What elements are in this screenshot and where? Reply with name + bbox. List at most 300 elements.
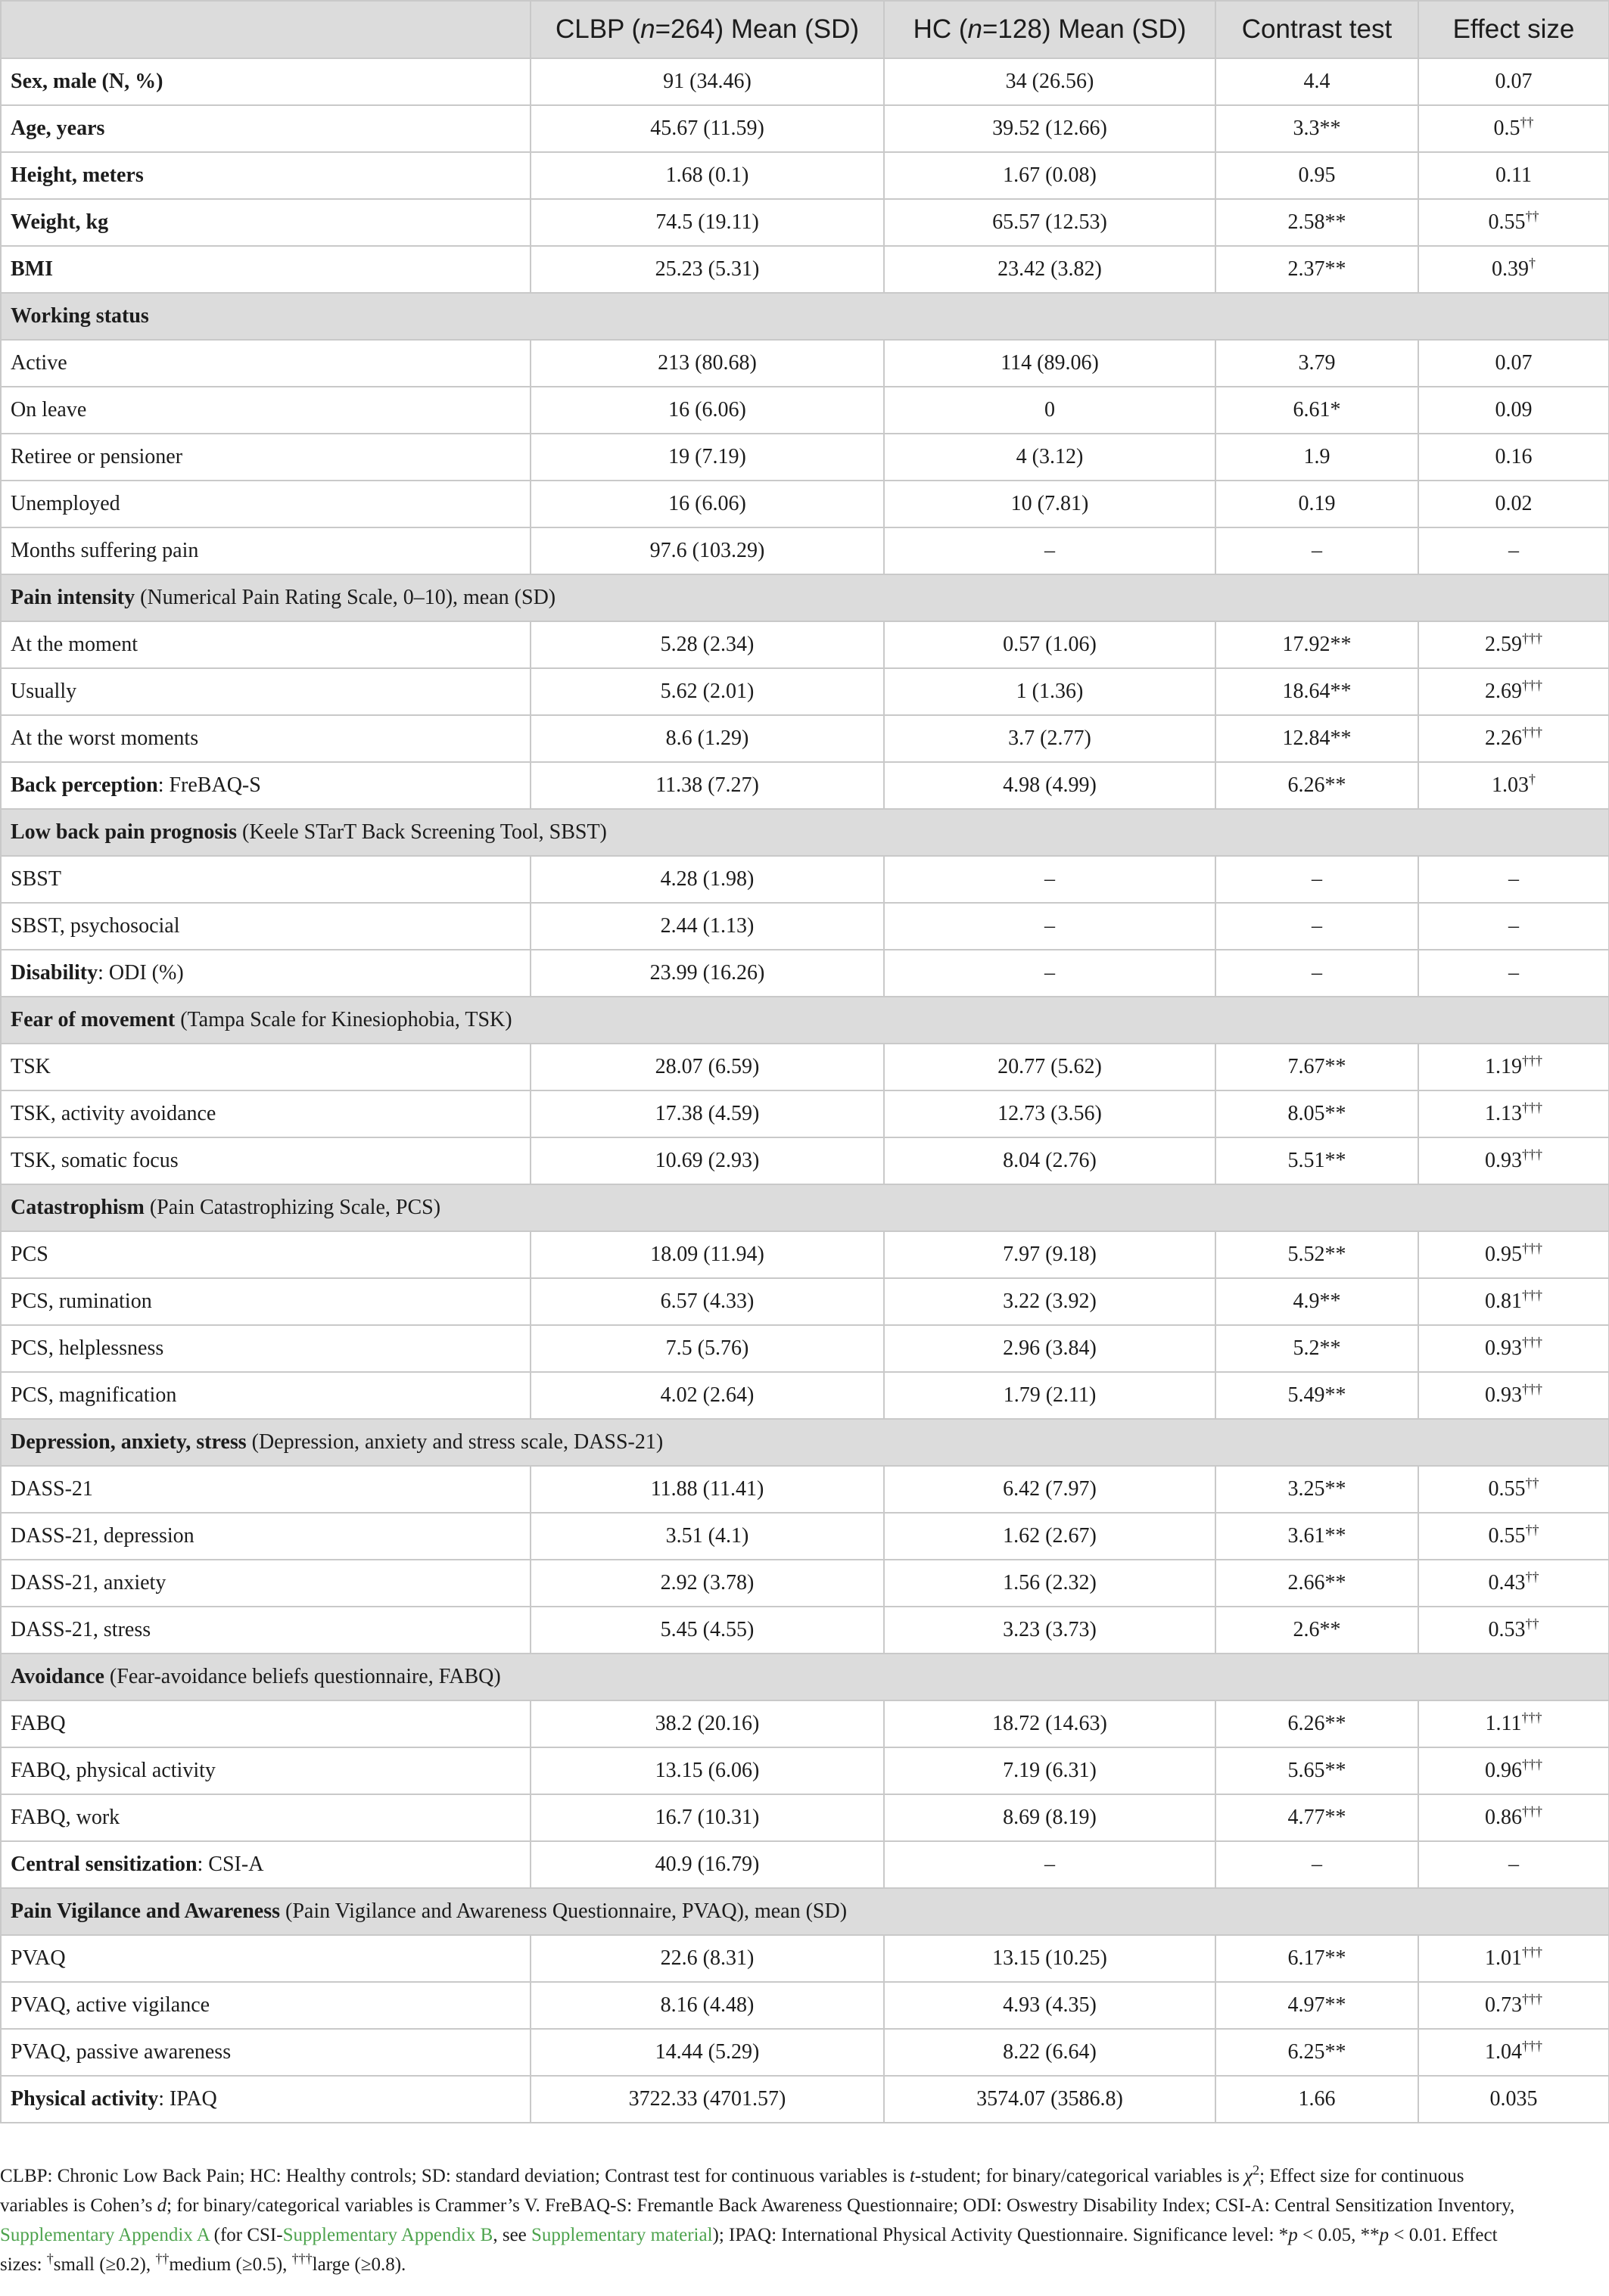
effect-size-value: 1.19 [1485,1055,1522,1078]
cell-hc: 2.96 (3.84) [884,1325,1215,1372]
cell-contrast-test: 6.17** [1215,1935,1418,1982]
table-row [1,340,1609,387]
effect-size-value: – [1508,1853,1519,1876]
section-title [1,997,1609,1044]
row-label-text: PCS, rumination [11,1290,152,1313]
row-label [1,527,531,574]
cell-clbp: 5.62 (2.01) [531,668,884,715]
cell-clbp: 91 (34.46) [531,58,884,105]
cell-effect-size [1418,1747,1609,1794]
row-label [1,903,531,950]
section-header-row [1,1654,1609,1700]
footnote-line: CLBP: Chronic Low Back Pain; HC: Healthy controls; SD: standard deviation; Contrast test for continuous variables is t-student; for binary/categorical variables is $\chi^2$; Effect size for continuous [0,2162,1464,2186]
cell-hc: – [884,903,1215,950]
effect-size-marker: ††† [1522,1053,1542,1069]
cell-effect-size [1418,527,1609,574]
cell-effect-size [1418,1513,1609,1560]
cell-effect-size [1418,1466,1609,1513]
cell-contrast-test: 6.26** [1215,1700,1418,1747]
cell-contrast-test: 4.97** [1215,1982,1418,2029]
effect-size-value: 2.59 [1485,633,1522,656]
table-row [1,1794,1609,1841]
cell-contrast-test: 3.25** [1215,1466,1418,1513]
cell-clbp: 2.92 (3.78) [531,1560,884,1607]
effect-size-value: 0.93 [1485,1383,1522,1407]
section-title-bold: Low back pain prognosis [11,820,238,844]
footnote-line: variables is Cohen’s d; for binary/categorical variables is Crammer’s V. FreBAQ-S: Fremantle Back Awareness Questionnaire; ODI: Oswestry Disability Index; CSI-A: Central Sensitization Inventory, [0,2195,1515,2216]
section-header-row [1,997,1609,1044]
cell-effect-size [1418,950,1609,997]
table-row [1,950,1609,997]
cell-hc: 12.73 (3.56) [884,1090,1215,1137]
header-cell-label [1,1,531,58]
effect-size-value: 0.86 [1485,1806,1522,1829]
cell-effect-size [1418,152,1609,199]
section-title [1,1654,1609,1700]
effect-size-marker: †† [1525,1569,1539,1585]
cell-clbp: 97.6 (103.29) [531,527,884,574]
cell-clbp: 16.7 (10.31) [531,1794,884,1841]
effect-size-value: 0.53 [1488,1618,1526,1641]
row-label-text: : IPAQ [158,2087,217,2111]
effect-size-value: 0.07 [1495,70,1533,93]
row-label [1,2029,531,2076]
cell-hc: 1.56 (2.32) [884,1560,1215,1607]
cell-hc: 1.62 (2.67) [884,1513,1215,1560]
cell-contrast-test: 6.26** [1215,762,1418,809]
table-row [1,1607,1609,1654]
section-title-detail: (Tampa Scale for Kinesiophobia, TSK) [175,1008,512,1031]
row-label-text: DASS-21, stress [11,1618,151,1641]
cell-clbp: 6.57 (4.33) [531,1278,884,1325]
cell-effect-size [1418,2029,1609,2076]
row-label [1,856,531,903]
row-label-bold: Sex, male (N, %) [11,70,163,93]
table-row [1,1747,1609,1794]
cell-clbp: 4.28 (1.98) [531,856,884,903]
effect-size-marker: ††† [1522,1803,1542,1819]
row-label [1,1466,531,1513]
effect-size-marker: ††† [1522,1944,1542,1960]
section-title-bold: Catastrophism [11,1196,145,1219]
cell-clbp: 45.67 (11.59) [531,105,884,152]
cell-clbp: 23.99 (16.26) [531,950,884,997]
header-cell-effect-size: Effect size [1418,1,1609,58]
cell-contrast-test: 3.3** [1215,105,1418,152]
row-label [1,1747,531,1794]
effect-size-value: 0.55 [1488,1477,1526,1501]
table-row [1,1090,1609,1137]
cell-effect-size [1418,1841,1609,1888]
table-row [1,762,1609,809]
cell-hc: 1 (1.36) [884,668,1215,715]
section-header-row [1,1419,1609,1466]
row-label-bold: Back perception [11,773,158,797]
cell-effect-size [1418,1044,1609,1090]
table-row [1,1278,1609,1325]
cell-contrast-test: 0.19 [1215,481,1418,527]
cell-hc: 18.72 (14.63) [884,1700,1215,1747]
cell-hc: 39.52 (12.66) [884,105,1215,152]
row-label [1,1372,531,1419]
row-label-text: DASS-21, depression [11,1524,195,1548]
cell-effect-size [1418,715,1609,762]
section-title-detail: (Numerical Pain Rating Scale, 0–10), mean (SD) [135,586,556,609]
row-label [1,1137,531,1184]
table-row [1,2029,1609,2076]
row-label-text: PVAQ [11,1946,66,1970]
row-label [1,668,531,715]
effect-size-value: 1.01 [1485,1946,1522,1970]
row-label-text: FABQ, work [11,1806,120,1829]
effect-size-marker: ††† [1522,1146,1542,1162]
cell-hc: 65.57 (12.53) [884,199,1215,246]
cell-hc: 7.19 (6.31) [884,1747,1215,1794]
cell-contrast-test: 1.9 [1215,434,1418,481]
row-label [1,762,531,809]
table-row [1,1466,1609,1513]
cell-hc: 3.22 (3.92) [884,1278,1215,1325]
cell-hc: – [884,950,1215,997]
row-label-bold: Physical activity [11,2087,159,2111]
cell-effect-size [1418,668,1609,715]
effect-size-marker: ††† [1522,724,1542,740]
cell-clbp: 1.68 (0.1) [531,152,884,199]
cell-effect-size [1418,199,1609,246]
row-label-bold: Age, years [11,117,105,140]
cell-hc: 1.67 (0.08) [884,152,1215,199]
cell-contrast-test: 0.95 [1215,152,1418,199]
effect-size-value: 0.43 [1488,1571,1526,1594]
cell-effect-size [1418,762,1609,809]
table-header-row [1,1,1609,58]
row-label-text: PCS, helplessness [11,1336,164,1360]
cell-contrast-test: 3.61** [1215,1513,1418,1560]
table-row [1,903,1609,950]
table-row [1,621,1609,668]
cell-clbp: 28.07 (6.59) [531,1044,884,1090]
footnote-line: Supplementary Appendix A (for CSI-Supplementary Appendix B, see Supplementary material); IPAQ: International Physical Activity Questionnaire. Significance level: *p < 0.05, **p < 0.01. Effect [0,2225,1498,2245]
cell-effect-size [1418,621,1609,668]
effect-size-value: 0.95 [1485,1243,1522,1266]
cell-clbp: 213 (80.68) [531,340,884,387]
effect-size-marker: †† [1525,1616,1539,1632]
section-title-detail: (Pain Vigilance and Awareness Questionnaire, PVAQ), mean (SD) [280,1899,848,1923]
cell-clbp: 2.44 (1.13) [531,903,884,950]
table-row [1,1935,1609,1982]
supplementary-appendix-a-link[interactable]: Supplementary Appendix A [0,2225,210,2245]
cell-clbp: 8.6 (1.29) [531,715,884,762]
effect-size-value: – [1508,539,1519,562]
effect-size-marker: † [1529,771,1536,787]
cell-effect-size [1418,105,1609,152]
row-label [1,621,531,668]
table-row [1,715,1609,762]
cell-contrast-test: 8.05** [1215,1090,1418,1137]
section-header-row [1,1184,1609,1231]
cell-clbp: 7.5 (5.76) [531,1325,884,1372]
section-title-detail: (Depression, anxiety and stress scale, DASS-21) [246,1430,664,1454]
supplementary-material-link[interactable]: Supplementary material [531,2225,713,2245]
row-label-text: Months suffering pain [11,539,199,562]
cell-contrast-test: 5.2** [1215,1325,1418,1372]
row-label-text: DASS-21, anxiety [11,1571,167,1594]
effect-size-value: 0.11 [1495,163,1532,187]
cell-contrast-test: 1.66 [1215,2076,1418,2123]
section-title-bold: Depression, anxiety, stress [11,1430,247,1454]
row-label-text: PVAQ, passive awareness [11,2040,232,2064]
section-title [1,574,1609,621]
effect-size-value: – [1508,961,1519,985]
row-label [1,387,531,434]
cell-clbp: 19 (7.19) [531,434,884,481]
row-label-text: FABQ [11,1712,66,1735]
cell-hc: 1.79 (2.11) [884,1372,1215,1419]
cell-hc: – [884,1841,1215,1888]
section-title [1,293,1609,340]
table-row [1,481,1609,527]
cell-clbp: 16 (6.06) [531,387,884,434]
cell-clbp: 4.02 (2.64) [531,1372,884,1419]
row-label-text: TSK [11,1055,51,1078]
table-row [1,1044,1609,1090]
row-label [1,58,531,105]
row-label-text: At the moment [11,633,138,656]
cell-hc: – [884,527,1215,574]
row-label [1,152,531,199]
cell-contrast-test: 2.58** [1215,199,1418,246]
row-label-text: Active [11,351,67,375]
row-label-text: FABQ, physical activity [11,1759,216,1782]
cell-contrast-test: 2.37** [1215,246,1418,293]
cell-clbp: 13.15 (6.06) [531,1747,884,1794]
row-label-bold: Central sensitization [11,1853,198,1876]
cell-effect-size [1418,1372,1609,1419]
row-label [1,1794,531,1841]
table-row [1,105,1609,152]
row-label [1,1700,531,1747]
row-label-bold: Height, meters [11,163,144,187]
cell-hc: 0 [884,387,1215,434]
effect-size-value: 0.93 [1485,1149,1522,1172]
row-label-text: SBST, psychosocial [11,914,180,938]
effect-size-marker: ††† [1522,1756,1542,1772]
effect-size-value: 0.55 [1488,210,1526,234]
cell-effect-size [1418,1325,1609,1372]
row-label [1,246,531,293]
cell-effect-size [1418,58,1609,105]
row-label [1,199,531,246]
table-row [1,434,1609,481]
cell-contrast-test: 5.49** [1215,1372,1418,1419]
table-row [1,152,1609,199]
row-label-text: On leave [11,398,87,422]
row-label-text: : FreBAQ-S [157,773,261,797]
row-label-bold: Weight, kg [11,210,109,234]
cell-contrast-test: 6.61* [1215,387,1418,434]
table-row [1,1841,1609,1888]
table-row [1,1513,1609,1560]
cell-clbp: 8.16 (4.48) [531,1982,884,2029]
effect-size-marker: ††† [1522,1100,1542,1115]
effect-size-marker: † [1529,255,1536,271]
cell-contrast-test: – [1215,856,1418,903]
effect-size-marker: ††† [1522,677,1542,693]
section-title-detail: (Fear-avoidance beliefs questionnaire, FABQ) [104,1665,501,1688]
cell-clbp: 40.9 (16.79) [531,1841,884,1888]
cell-contrast-test: 7.67** [1215,1044,1418,1090]
row-label-text: TSK, activity avoidance [11,1102,216,1125]
table-row [1,1982,1609,2029]
row-label-text: PCS, magnification [11,1383,177,1407]
effect-size-value: – [1508,914,1519,938]
row-label [1,1607,531,1654]
cell-hc: 20.77 (5.62) [884,1044,1215,1090]
cell-effect-size [1418,1982,1609,2029]
effect-size-value: 2.69 [1485,680,1522,703]
cell-contrast-test: – [1215,903,1418,950]
cell-effect-size [1418,1794,1609,1841]
cell-hc: 10 (7.81) [884,481,1215,527]
row-label-text: TSK, somatic focus [11,1149,179,1172]
table-row [1,387,1609,434]
row-label [1,481,531,527]
effect-size-value: 0.035 [1489,2087,1538,2111]
cell-contrast-test: 2.66** [1215,1560,1418,1607]
section-header-row [1,574,1609,621]
table-row [1,1700,1609,1747]
effect-size-value: 0.39 [1492,257,1529,281]
row-label-bold: BMI [11,257,53,281]
table-row [1,1137,1609,1184]
effect-size-value: 0.73 [1485,1993,1522,2017]
section-title [1,1184,1609,1231]
effect-size-value: 0.81 [1485,1290,1522,1313]
cell-contrast-test: 2.6** [1215,1607,1418,1654]
cell-contrast-test: 12.84** [1215,715,1418,762]
cell-clbp: 11.38 (7.27) [531,762,884,809]
row-label [1,1513,531,1560]
table-row [1,1560,1609,1607]
cell-clbp: 22.6 (8.31) [531,1935,884,1982]
row-label-bold: Disability [11,961,98,985]
effect-size-marker: ††† [1522,1287,1542,1303]
cell-contrast-test: – [1215,1841,1418,1888]
row-label-text: : ODI (%) [98,961,184,985]
cell-contrast-test: 6.25** [1215,2029,1418,2076]
cell-clbp: 3722.33 (4701.57) [531,2076,884,2123]
row-label [1,1278,531,1325]
cell-effect-size [1418,246,1609,293]
row-label-text: PCS [11,1243,48,1266]
effect-size-value: 0.02 [1495,492,1533,515]
row-label-text: Retiree or pensioner [11,445,183,468]
cell-contrast-test: 5.65** [1215,1747,1418,1794]
cell-clbp: 25.23 (5.31) [531,246,884,293]
row-label [1,1090,531,1137]
row-label [1,105,531,152]
cell-hc: 0.57 (1.06) [884,621,1215,668]
row-label [1,1560,531,1607]
cell-clbp: 10.69 (2.93) [531,1137,884,1184]
cell-hc: 6.42 (7.97) [884,1466,1215,1513]
cell-clbp: 14.44 (5.29) [531,2029,884,2076]
row-label-text: DASS-21 [11,1477,93,1501]
footnote-line: sizes: †small (≥0.2), ††medium (≥0.5), †††large (≥0.8). [0,2251,406,2275]
row-label [1,1325,531,1372]
table-row [1,246,1609,293]
table-row [1,527,1609,574]
cell-hc: 4.98 (4.99) [884,762,1215,809]
cell-hc: 3574.07 (3586.8) [884,2076,1215,2123]
cell-hc: – [884,856,1215,903]
cell-effect-size [1418,1090,1609,1137]
cell-hc: 4 (3.12) [884,434,1215,481]
effect-size-marker: †† [1520,114,1534,130]
table-footnote [0,2161,1604,2279]
cell-hc: 13.15 (10.25) [884,1935,1215,1982]
section-header-row [1,1888,1609,1935]
row-label-text: SBST [11,867,61,891]
cell-clbp: 17.38 (4.59) [531,1090,884,1137]
cell-clbp: 11.88 (11.41) [531,1466,884,1513]
effect-size-value: 0.07 [1495,351,1533,375]
effect-size-value: 2.26 [1485,726,1522,750]
cell-contrast-test: 4.9** [1215,1278,1418,1325]
cell-effect-size [1418,481,1609,527]
cell-hc: 34 (26.56) [884,58,1215,105]
supplementary-appendix-b-link[interactable]: Supplementary Appendix B [282,2225,493,2245]
effect-size-marker: †† [1525,1522,1539,1538]
cell-clbp: 74.5 (19.11) [531,199,884,246]
row-label-text: Usually [11,680,77,703]
cell-effect-size [1418,1935,1609,1982]
effect-size-marker: ††† [1522,1381,1542,1397]
row-label [1,1044,531,1090]
cell-contrast-test: – [1215,950,1418,997]
cell-effect-size [1418,1607,1609,1654]
effect-size-value: 0.09 [1495,398,1533,422]
header-cell-hc: HC (n=128) Mean (SD) [884,1,1215,58]
cell-contrast-test: 18.64** [1215,668,1418,715]
table-row [1,1231,1609,1278]
section-title-bold: Pain intensity [11,586,135,609]
section-title-bold: Pain Vigilance and Awareness [11,1899,281,1923]
effect-size-marker: ††† [1522,1240,1542,1256]
cell-hc: 3.7 (2.77) [884,715,1215,762]
cell-effect-size [1418,2076,1609,2123]
header-cell-contrast-test: Contrast test [1215,1,1418,58]
cell-clbp: 18.09 (11.94) [531,1231,884,1278]
effect-size-marker: ††† [1522,630,1542,646]
effect-size-value: 1.03 [1492,773,1529,797]
row-label [1,1231,531,1278]
table-row [1,199,1609,246]
effect-size-value: 0.55 [1488,1524,1526,1548]
row-label-text: At the worst moments [11,726,199,750]
row-label [1,1982,531,2029]
cell-hc: 3.23 (3.73) [884,1607,1215,1654]
table-row [1,58,1609,105]
table-row [1,1325,1609,1372]
effect-size-value: 0.96 [1485,1759,1522,1782]
section-title-detail: (Pain Catastrophizing Scale, PCS) [144,1196,441,1219]
row-label [1,340,531,387]
cell-effect-size [1418,1278,1609,1325]
effect-size-value: 1.04 [1485,2040,1522,2064]
cell-hc: 23.42 (3.82) [884,246,1215,293]
effect-size-marker: †† [1525,208,1539,224]
